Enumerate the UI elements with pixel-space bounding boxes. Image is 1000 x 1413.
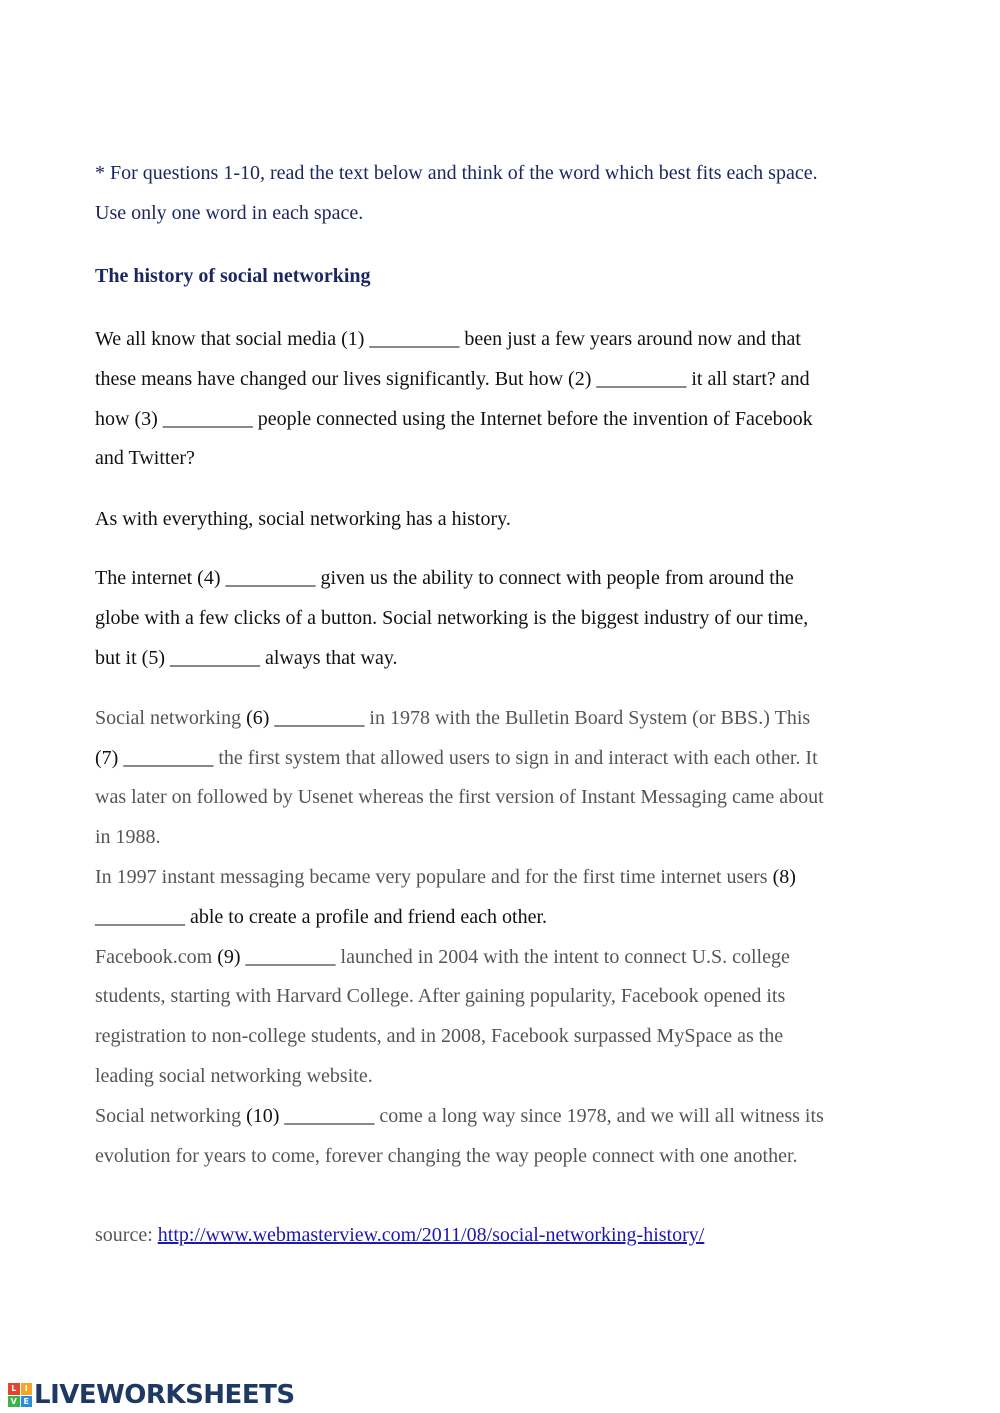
source-link[interactable]: http://www.webmasterview.com/2011/08/social-networking-history/ (157, 1224, 705, 1246)
para4-line-3: was later on followed by Usenet whereas the first version of Instant Messaging came about (95, 786, 824, 808)
para4-line-5: In 1997 instant messaging became very populare and for the first time internet users (8) (95, 866, 796, 888)
para4-line-10: leading social networking website. (95, 1065, 373, 1087)
blank-7: _________ (123, 747, 214, 769)
para3-line-1: The internet (4) _________ given us the ability to connect with people from around the (95, 567, 794, 589)
para4-line-8: students, starting with Harvard College. After gaining popularity, Facebook opened its (95, 985, 786, 1007)
para3-line-2: globe with a few clicks of a button. Social networking is the biggest industry of our time, (95, 607, 809, 629)
blank-8: _________ (95, 906, 185, 928)
instructions-line-2: Use only one word in each space. (95, 202, 364, 224)
logo-badge-cell: I (21, 1383, 33, 1395)
logo-badge-cell: L (8, 1383, 20, 1395)
blank-5: _________ (170, 647, 260, 669)
blank-1: _________ (369, 328, 460, 350)
blank-2: _________ (596, 368, 687, 390)
para1-line-2: these means have changed our lives significantly. But how (2) _________ it all start? and (95, 368, 810, 390)
blank-9: _________ (245, 946, 336, 968)
page-title: The history of social networking (95, 265, 371, 287)
liveworksheets-logo (8, 1380, 295, 1410)
blank-10: _________ (284, 1105, 375, 1127)
logo-text: LIVEWORKSHEETS (34, 1380, 295, 1410)
source-line: source: http://www.webmasterview.com/2011/08/social-networking-history/ (95, 1224, 705, 1246)
para4-line-12: evolution for years to come, forever changing the way people connect with one another. (95, 1145, 798, 1167)
para4-line-4: in 1988. (95, 826, 161, 848)
para4-line-7: Facebook.com (9) _________ launched in 2004 with the intent to connect U.S. college (95, 946, 790, 968)
para4-line-6: _________ able to create a profile and friend each other. (95, 906, 548, 928)
logo-badge-cell: V (8, 1396, 20, 1408)
para1-line-4: and Twitter? (95, 447, 195, 469)
para4-line-11: Social networking (10) _________ come a long way since 1978, and we will all witness its (95, 1105, 824, 1127)
para4-line-2: (7) _________ the first system that allowed users to sign in and interact with each other. It (95, 747, 818, 769)
para1-line-1: We all know that social media (1) _________ been just a few years around now and that (95, 328, 801, 350)
blank-4: _________ (225, 567, 316, 589)
instructions-line-1: * For questions 1-10, read the text below and think of the word which best fits each space. (95, 162, 818, 184)
blank-6: _________ (274, 707, 365, 729)
logo-badge-cell: E (21, 1396, 33, 1408)
para3-line-3: but it (5) _________ always that way. (95, 647, 398, 669)
blank-3: _________ (162, 408, 253, 430)
para1-line-3: how (3) _________ people connected using the Internet before the invention of Facebook (95, 408, 813, 430)
para4-line-1: Social networking (6) _________ in 1978 with the Bulletin Board System (or BBS.) This (95, 707, 811, 729)
para2: As with everything, social networking has a history. (95, 508, 511, 530)
logo-badge-icon (8, 1383, 32, 1407)
para4-line-9: registration to non-college students, and in 2008, Facebook surpassed MySpace as the (95, 1025, 784, 1047)
